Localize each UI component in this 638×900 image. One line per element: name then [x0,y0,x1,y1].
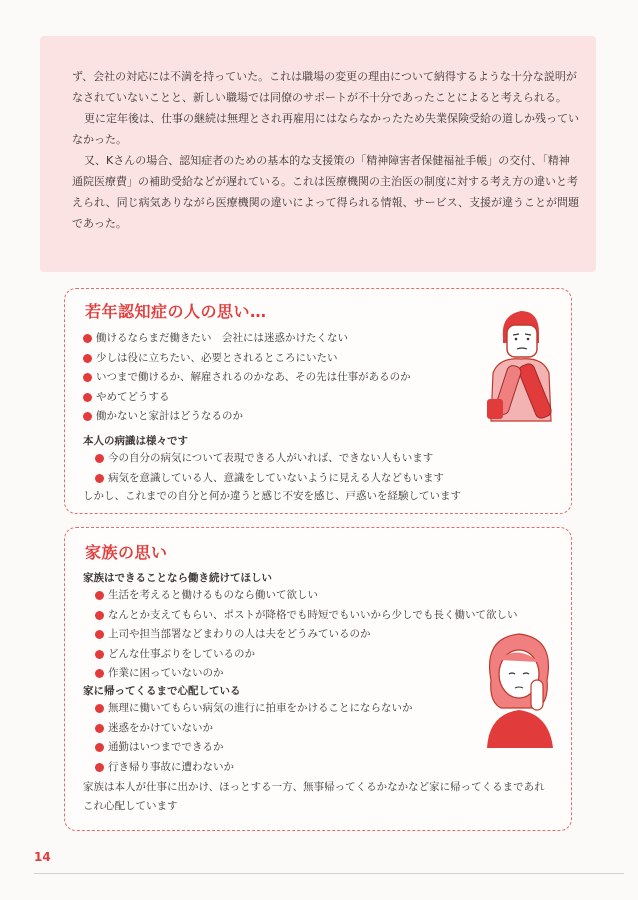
list-item: なんとか支えてもらい、ポストが降格でも時短でもいいから少しでも長く働いて欲しい [95,606,518,626]
list-item: 通勤はいつまでできるか [95,738,413,758]
list-item: いつまで働けるか、解雇されるのかなあ、その先は仕事があるのか [83,368,411,388]
worried-woman-illustration [477,624,561,748]
list-item: 少しは役に立ちたい、必要とされるところにいたい [83,349,411,369]
page-number: 14 [34,850,51,864]
closing-text: しかし、これまでの自分と何か違うと感じ不安を感じ、戸惑いを経験しています [83,490,461,502]
list-item: 行き帰り事故に遭わないか [95,758,413,778]
list-item: 生活を考えると働けるものなら働いて欲しい [95,586,518,606]
thoughts-list [83,329,411,427]
subheading: 本人の病識は様々です [83,435,188,447]
family-list-2 [95,699,413,777]
subheading: 家族はできることなら働き続けてほしい [83,572,272,584]
worker-man-illustration [479,303,561,423]
list-item: 無理に働いてもらい病気の進行に拍車をかけることにならないか [95,699,413,719]
closing-text: 家族は本人が仕事に出かけ、ほっとする一方、無事帰ってくるかなかなど家に帰ってくるまであれこれ心配しています [83,781,545,812]
list-item: 働かないと家計はどうなるのか [83,407,411,427]
person-thoughts-box [64,288,572,514]
footer-divider [34,873,624,874]
intro-paragraph: ず、会社の対応には不満を持っていた。これは職場の変更の理由について納得するような十分な説明がなされていないことと、新しい職場では同僚のサポートが不十分であったことによると考えられる。 [72,70,577,104]
list-item: やめてどうする [83,388,411,408]
intro-paragraph: 又、Kさんの場合、認知症者のための基本的な支援策の「精神障害者保健福祉手帳」の交付、「精神通院医療費」の補助受給などが遅れている。これは医療機関の主治医の制度に対する考え方の違いと考えられ、同じ病気ありながら医療機関の違いによって得られる情報、サービス、支援が違うことが問題であった。 [72,154,579,230]
list-item: 上司や担当部署などまわりの人は夫をどうみているのか [95,625,518,645]
list-item: 作業に困っていないのか [95,664,518,684]
family-thoughts-box [64,527,572,831]
sub-list [95,449,444,488]
list-item: 働けるならまだ働きたい 会社には迷惑かけたくない [83,329,411,349]
subheading: 家に帰ってくるまで心配している [83,685,241,697]
intro-paragraph: 更に定年後は、仕事の継続は無理とされ再雇用にはならなかったため失業保険受給の道しか残っていなかった。 [72,112,579,146]
intro-text [72,66,580,234]
family-list-1 [95,586,518,684]
list-item: どんな仕事ぶりをしているのか [95,645,518,665]
box-title: 若年認知症の人の思い… [85,302,267,321]
box-title: 家族の思い [85,543,168,562]
list-item: 迷惑をかけていないか [95,719,413,739]
list-item: 病気を意識している人、意識をしていないように見える人などもいます [95,469,444,489]
list-item: 今の自分の病気について表現できる人がいれば、できない人もいます [95,449,444,469]
